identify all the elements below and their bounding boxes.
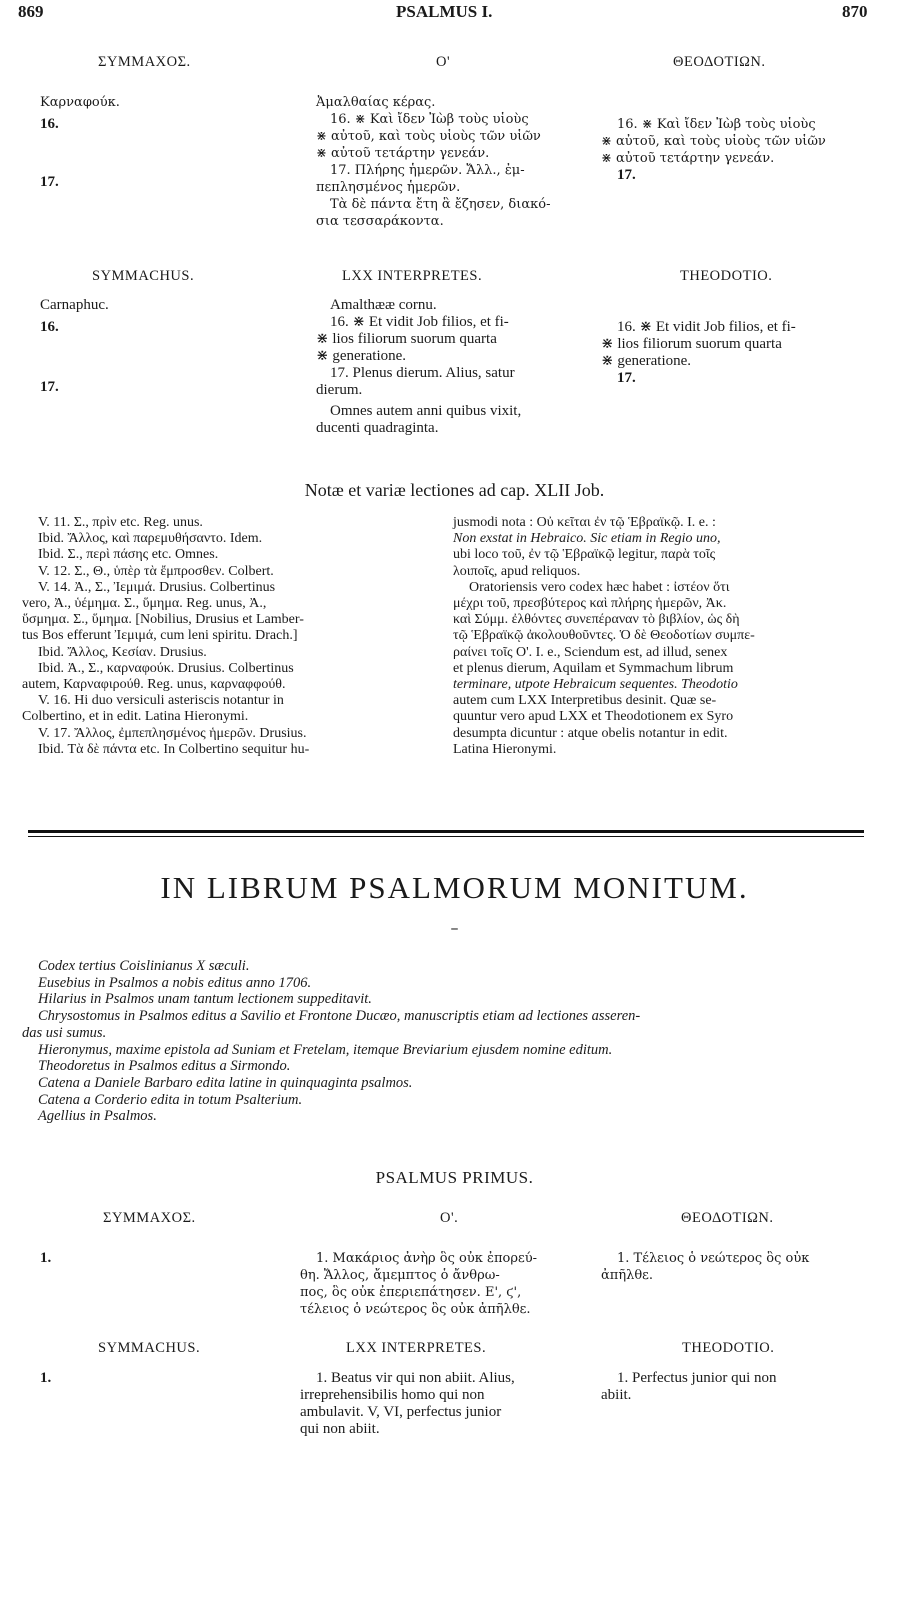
source-item: Catena a Corderio edita in totum Psalterium. [38,1091,303,1108]
note-line: ραίνει τοῖς Ο'. I. e., Sciendum est, ad illud, senex [453,644,728,660]
psalm-lxx-latin-column [300,1370,582,1438]
psalm-lxx-greek-line: πος, ὃς οὐκ ἐπεριεπάτησεν. Ε', ϛ', [300,1285,522,1300]
psalm-lxx-latin-line: ambulavit. V, VI, perfectus junior [300,1404,502,1420]
psalm-heading-symmachus-greek: ΣΥΜΜΑΧΟΣ. [103,1210,196,1226]
lxx-greek-line: ⋇ αὐτοῦ τετάρτην γενεάν. [316,146,490,161]
psalm-theodotion-latin-line: abiit. [601,1387,632,1403]
note-line: V. 17. Ἄλλος, ἐμπεπλησμένος ἡμερῶν. Drusius. [38,725,307,741]
heading-theodotion-latin: THEODOTIO. [680,268,773,284]
source-item: Hilarius in Psalmos unam tantum lectionem suppeditavit. [38,991,372,1008]
note-line: λοιποῖς, apud reliquos. [453,563,581,579]
psalm-theodotion-latin-line: 1. Perfectus junior qui non [617,1370,777,1386]
note-line: Ibid. Τὰ δὲ πάντα etc. In Colbertino sequitur hu- [38,741,310,757]
note-line: Oratoriensis vero codex hæc habet : ἰστέον ὅτι [469,579,730,595]
lxx-latin-line: ⋇ generatione. [316,348,407,364]
psalm-heading-theodotion-greek: ΘΕΟΔΟΤΙΩΝ. [681,1210,774,1226]
source-item: Codex tertius Coislinianus X sæculi. [38,958,250,974]
note-line: ubi loco τοῦ, ἐν τῷ Ἑβραϊκῷ legitur, παρὰ τοῖς [453,547,716,563]
psalm-lxx-latin-line: irreprehensibilis homo qui non [300,1387,485,1403]
source-item-continued: das usi sumus. [22,1024,107,1041]
note-line: tus Bos efferunt Ἰεμιμά, cum leni spiritu. Drach.] [22,628,298,644]
theodotion-greek-column [601,116,873,184]
heading-lxx-greek: Ο' [436,54,451,70]
note-line: καὶ Σύμμ. ἐλθόντες συνεπέραναν τὸ βιβλίον, ὡς δὴ [453,612,740,628]
heading-lxx-latin: LXX INTERPRETES. [342,268,483,284]
lxx-greek-line: ⋇ αὐτοῦ, καὶ τοὺς υἱοὺς τῶν υἱῶν [316,129,541,144]
note-line: V. 11. Σ., πρὶν etc. Reg. unus. [38,515,203,530]
note-line: Ibid. Ἀ., Σ., καρναφούκ. Drusius. Colbertinus [38,660,294,676]
symmachus-greek-line: Καρναφούκ. [40,95,120,110]
note-line: V. 14. Ἀ., Σ., Ἰεμιμά. Drusius. Colbertinus [38,579,276,595]
section-rule-thick [28,830,864,833]
psalm-heading-theodotion-latin: THEODOTIO. [682,1340,775,1356]
source-item: Eusebius in Psalmos a nobis editus anno 1706. [38,974,312,991]
note-line: V. 12. Σ., Θ., ὑπὲρ τὰ ἔμπροσθεν. Colbert. [38,563,274,579]
section-rule-thin [28,836,864,837]
note-line: ὕσμημα. Σ., ὕμημα. [Nobilius, Drusius et Lamber- [22,612,304,628]
lxx-greek-line: 16. ⋇ Καὶ ἴδεν Ἰὼβ τοὺς υἱοὺς [330,112,529,127]
verse-number: 1. [40,1370,52,1386]
lxx-latin-line: 16. ⋇ Et vidit Job filios, et fi- [330,314,509,330]
verse-number: 17. [617,167,636,183]
note-line: et plenus dierum, Aquilam et Symmachum librum [453,660,734,676]
lxx-latin-line: Amalthææ cornu. [330,297,437,313]
psalm-title: PSALMUS PRIMUS. [375,1168,534,1187]
lxx-latin-line: dierum. [316,382,363,398]
theodotion-latin-line: 16. ⋇ Et vidit Job filios, et fi- [617,319,796,335]
note-line: autem, Καρναφιρούθ. Reg. unus, καρναφφούθ. [22,677,286,693]
note-line: Latina Hieronymi. [453,741,557,757]
psalm-theodotion-greek-column [601,1250,873,1284]
psalm-heading-symmachus-latin: SYMMACHUS. [98,1340,201,1356]
symmachus-latin-line: Carnaphuc. [40,297,109,313]
verse-number: 1. [40,1250,52,1266]
heading-symmachus-greek: ΣΥΜΜΑΧΟΣ. [98,54,191,70]
lxx-latin-line: 17. Plenus dierum. Alius, satur [330,365,515,381]
lxx-greek-line: Τὰ δὲ πάντα ἔτη ἃ ἔζησεν, διακό- [330,197,551,212]
theodotion-latin-line: ⋇ lios filiorum suorum quarta [601,336,782,352]
note-line: Colbertino, et in edit. Latina Hieronymi. [22,709,249,725]
verse-number: 17. [40,174,59,190]
psalm-heading-lxx-greek: Ο'. [440,1210,459,1226]
note-line: Ibid. Ἄλλος, Κεσίαν. Drusius. [38,644,207,660]
source-item: Agellius in Psalmos. [38,1108,157,1125]
source-item: Theodoretus in Psalmos editus a Sirmondo. [38,1058,291,1075]
note-line: quuntur vero apud LXX et Theodotionem ex Syro [453,709,734,725]
psalm-lxx-greek-line: τέλειος ὁ νεώτερος ὃς οὐκ ἀπῆλθε. [300,1302,531,1317]
note-line: terminare, utpote Hebraicum sequentes. Theodotio [453,677,738,693]
source-item: Catena a Daniele Barbaro edita latine in quinquaginta psalmos. [38,1074,413,1091]
source-item: Chrysostomus in Psalmos editus a Savilio et Frontone Ducæo, manuscriptis etiam ad lectiones asseren- [38,1008,641,1025]
theodotion-greek-line: 16. ⋇ Καὶ ἴδεν Ἰὼβ τοὺς υἱοὺς [617,117,816,132]
note-line: autem cum LXX Interpretibus desinit. Quæ se- [453,693,717,709]
theodotion-latin-column [601,319,873,387]
notes-heading: Notæ et variæ lectiones ad cap. XLII Job. [304,480,605,500]
theodotion-greek-line: ⋇ αὐτοῦ τετάρτην γενεάν. [601,151,775,166]
psalm-theodotion-greek-line: 1. Τέλειος ὁ νεώτερος ὃς οὐκ [617,1251,810,1266]
lxx-latin-line: ⋇ lios filiorum suorum quarta [316,331,497,347]
page-number-right: 870 [842,2,868,21]
psalm-heading-lxx-latin: LXX INTERPRETES. [346,1340,487,1356]
heading-symmachus-latin: SYMMACHUS. [92,268,195,284]
notes-right-column [453,515,873,758]
page-number-left: 869 [18,2,44,21]
note-line: V. 16. Hi duo versiculi asteriscis notantur in [38,693,284,709]
notes-left-column [22,515,432,758]
lxx-latin-column [316,297,586,437]
verse-number: 17. [617,370,636,386]
note-line: jusmodi nota : Οὐ κεῖται ἐν τῷ Ἑβραϊκῷ. I. e. : [453,515,716,530]
psalm-lxx-latin-line: 1. Beatus vir qui non abiit. Alius, [316,1370,515,1386]
note-line: vero, Ἀ., ὑέμημα. Σ., ὕμημα. Reg. unus, Ἀ., [22,596,267,612]
psalm-lxx-greek-line: θη. Ἄλλος, ἄμεμπτος ὁ ἄνθρω- [300,1268,500,1283]
psalm-lxx-latin-line: qui non abiit. [300,1421,380,1437]
lxx-greek-line: Ἀμαλθαίας κέρας. [316,95,436,110]
lxx-greek-line: 17. Πλήρης ἡμερῶν. Ἄλλ., ἐμ- [330,163,525,178]
psalm-theodotion-greek-line: ἀπῆλθε. [601,1268,654,1283]
lxx-latin-line: ducenti quadraginta. [316,420,439,436]
note-line: desumpta dicuntur : atque obelis notantur in edit. [453,725,728,741]
theodotion-greek-line: ⋇ αὐτοῦ, καὶ τοὺς υἱοὺς τῶν υἱῶν [601,134,826,149]
monitum-title: IN LIBRUM PSALMORUM MONITUM. [160,870,749,905]
heading-theodotion-greek: ΘΕΟΔΟΤΙΩΝ. [673,54,766,70]
lxx-latin-line: Omnes autem anni quibus vixit, [330,403,522,419]
note-line: Non exstat in Hebraico. Sic etiam in Regio uno, [453,531,721,547]
theodotion-latin-line: ⋇ generatione. [601,353,692,369]
note-line: μέχρι τοῦ, πρεσβύτερος καὶ πλήρης ἡμερῶν, Ἀκ. [453,596,727,612]
source-item: Hieronymus, maxime epistola ad Suniam et Fretelam, itemque Breviarium ejusdem nomine editum. [38,1041,613,1058]
note-line: Ibid. Σ., περὶ πάσης etc. Omnes. [38,547,219,563]
psalm-theodotion-latin-column [601,1370,873,1404]
note-line: Ibid. Ἄλλος, καὶ παρεμυθήσαντο. Idem. [38,531,263,547]
note-line: τῷ Ἑβραϊκῷ ἀκολουθοῦντες. Ὁ δὲ Θεοδοτίων συμπε- [453,628,755,644]
lxx-greek-line: σια τεσσαράκοντα. [316,214,444,229]
psalm-lxx-greek-line: 1. Μακάριος ἀνὴρ ὃς οὐκ ἐπορεύ- [316,1251,537,1266]
psalm-lxx-greek-column [300,1250,582,1318]
running-title: PSALMUS I. [396,2,493,21]
sources-list [22,958,878,1125]
lxx-greek-line: πεπλησμένος ἡμερῶν. [316,180,461,195]
lxx-greek-column [316,94,586,230]
title-dash: – [450,918,459,937]
verse-number: 17. [40,379,59,395]
verse-number: 16. [40,116,59,132]
verse-number: 16. [40,319,59,335]
